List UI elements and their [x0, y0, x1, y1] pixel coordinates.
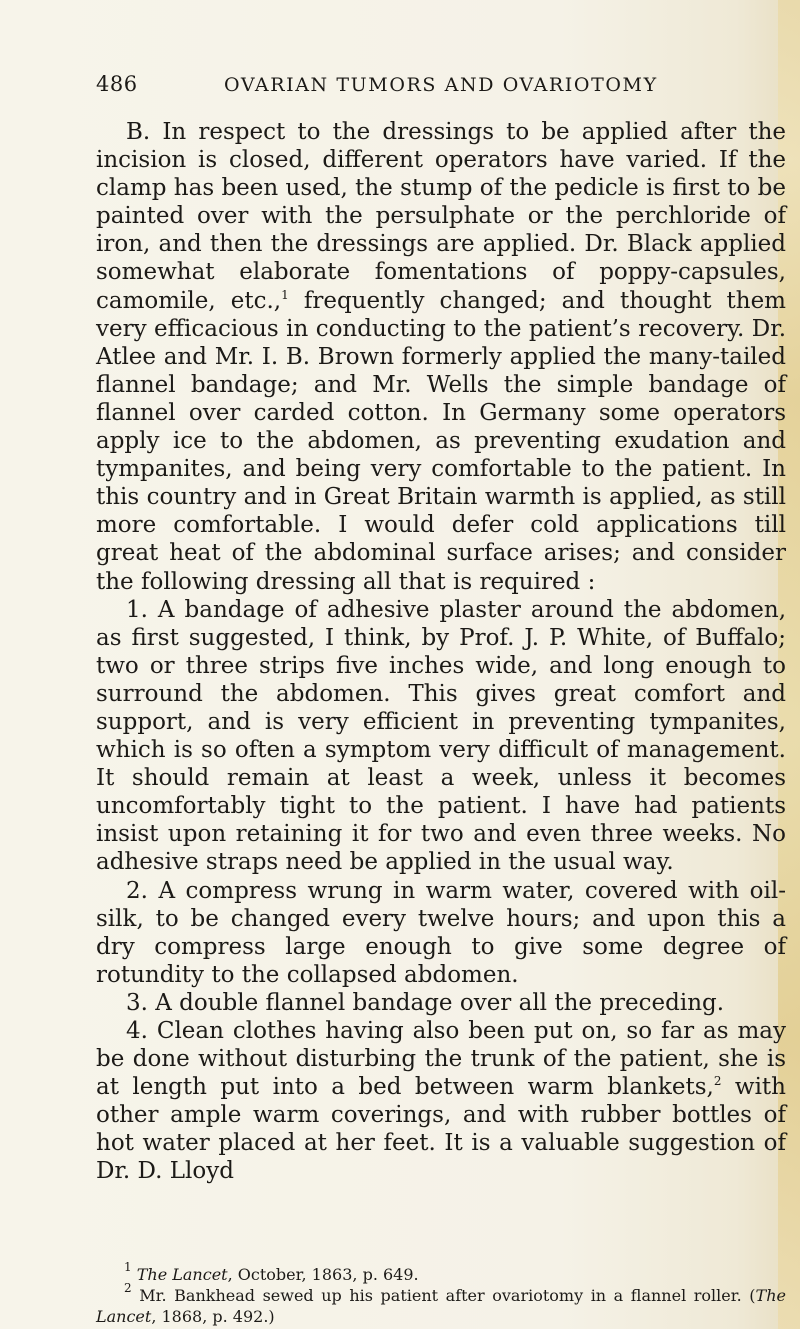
footnote-reference: 1	[281, 287, 289, 302]
list-item-4	[96, 1017, 786, 1186]
page-header	[96, 72, 776, 102]
paragraph-text: 4. Clean clothes having also been put on, so far as may be done without disturbing the trunk of the patient, she is at length put into a bed between warm blankets,	[96, 1018, 786, 1101]
paragraph-text: with other ample warm coverings, and with rubber bottles of hot water placed at her feet. It is a valuable suggestion of Dr. D. Lloyd	[96, 1074, 786, 1185]
paragraph-dressings	[96, 118, 786, 596]
footnote-2	[96, 1281, 786, 1327]
journal-title: The Lancet	[136, 1265, 228, 1284]
footnote-marker: 2	[124, 1281, 132, 1295]
footnote-marker: 1	[124, 1260, 132, 1274]
page-number: 486	[96, 72, 138, 96]
list-item-3: 3. A double flannel bandage over all the preceding.	[126, 989, 725, 1016]
paragraph-text: frequently changed; and thought them very efficacious in conducting to the patient’s recovery. Dr. Atlee and Mr. I. B. Brown formerly applied the many-tailed flannel bandage; and Mr. Wells the simple bandage of flannel over carded cotton. In Germany some operators apply ice to the abdomen, as preventing exudation and tympanites, and being very comfortable to the patient. In this country and in Great Britain warmth is applied, as still more comfortable. I would defer cold applications till great heat of the abdominal surface arises; and consider the following dressing all that is required :	[96, 287, 786, 595]
paragraph-text: B. In respect to the dressings to be applied after the incision is closed, different operators have varied. If the clamp has been used, the stump of the pedicle is first to be painted over with the persulphate or the perchloride of iron, and then the dressings are applied. Dr. Black applied somewhat elaborate fomentations of poppy-capsules, camomile, etc.,	[96, 119, 786, 314]
running-head: OVARIAN TUMORS AND OVARIOTOMY	[224, 74, 658, 96]
body-text	[96, 118, 786, 1186]
footnotes	[96, 1260, 786, 1327]
footnote-reference: 2	[713, 1074, 722, 1089]
footnote-1	[96, 1260, 786, 1285]
footnote-text: , 1868, p. 492.)	[151, 1307, 275, 1326]
journal-title: The Lancet	[96, 1286, 786, 1326]
list-item-1: 1. A bandage of adhesive plaster around the abdomen, as first suggested, I think, by Prof. J. P. White, of Buffalo; two or three strips five inches wide, and long enough to surround the abdomen. This gives great comfort and support, and is very efficient in preventing tympanites, which is so often a symptom very difficult of management. It should remain at least a week, unless it becomes uncomfortably tight to the patient. I have had patients insist upon retaining it for two and even three weeks. No adhesive straps need be applied in the usual way.	[96, 596, 786, 876]
footnote-text: , October, 1863, p. 649.	[227, 1265, 419, 1284]
footnote-text: Mr. Bankhead sewed up his patient after ovariotomy in a flannel roller. (	[139, 1286, 756, 1305]
list-item-2: 2. A compress wrung in warm water, covered with oil-silk, to be changed every twelve hours; and upon this a dry compress large enough to give some degree of rotundity to the collapsed abdomen.	[96, 877, 786, 988]
